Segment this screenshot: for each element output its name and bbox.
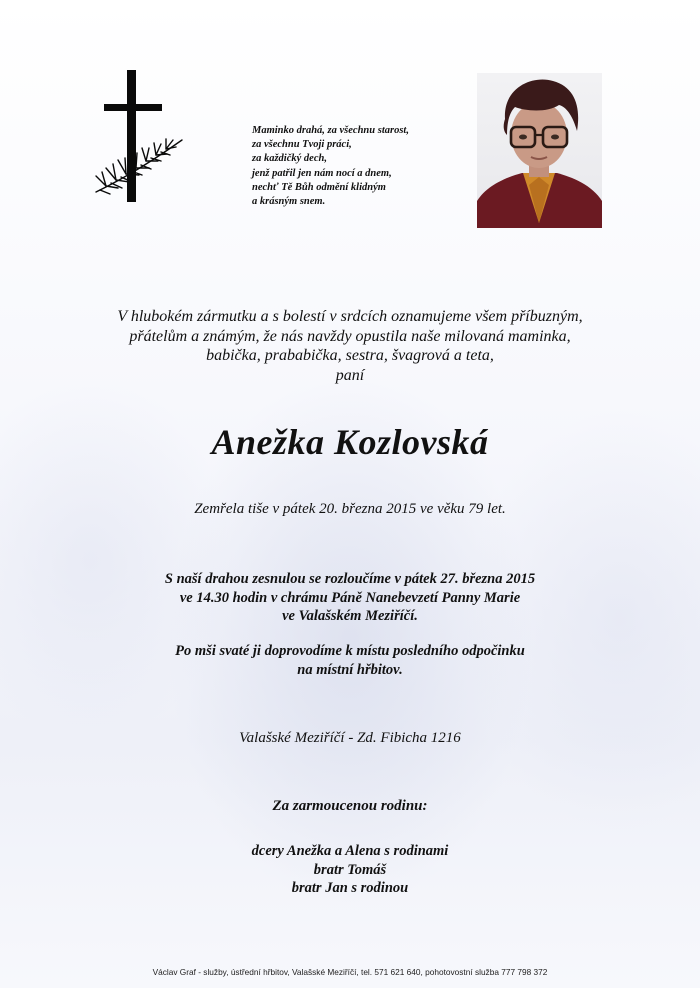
poem-line: jenž patřil jen nám nocí a dnem, <box>252 167 392 179</box>
poem-verse <box>252 124 472 209</box>
family-member: bratr Tomáš <box>313 861 387 878</box>
funeral-details <box>60 570 640 626</box>
announcement-text <box>60 307 640 385</box>
deceased-name: Anežka Kozlovská <box>211 422 489 462</box>
portrait-photo <box>477 73 602 228</box>
family-members <box>60 842 640 898</box>
cross-with-palm-icon <box>76 70 196 210</box>
death-notice: Zemřela tiše v pátek 20. března 2015 ve věku 79 let. <box>194 501 506 517</box>
funeral-line: S naší drahou zesnulou se rozloučíme v pátek 27. března 2015 <box>164 571 536 587</box>
burial-line: na místní hřbitov. <box>297 661 403 678</box>
family-address: Valašské Meziříčí - Zd. Fibicha 1216 <box>239 730 461 746</box>
funeral-line: ve 14.30 hodin v chrámu Páně Nanebevzetí Panny Marie <box>179 589 521 606</box>
burial-details <box>60 642 640 679</box>
announcement-line: V hlubokém zármutku a s bolestí v srdcích oznamujeme všem příbuzným, <box>117 308 583 325</box>
poem-line: Maminko drahá, za všechnu starost, <box>252 125 409 136</box>
funeral-line: ve Valašském Meziříčí. <box>282 608 418 624</box>
announcement-line: přátelům a známým, že nás navždy opustila naše milovaná maminka, <box>129 327 571 345</box>
poem-line: za všechnu Tvoji práci, <box>252 139 352 151</box>
announcement-line: paní <box>335 366 365 384</box>
announcement-line: babička, prababička, sestra, švagrová a teta, <box>206 347 494 364</box>
family-heading: Za zarmoucenou rodinu: <box>272 798 428 814</box>
funeral-service-footer: Václav Graf - služby, ústřední hřbitov, Valašské Meziříčí, tel. 571 621 640, pohotovostní služba 777 798 372 <box>152 967 548 977</box>
poem-line: za každičký dech, <box>252 153 327 165</box>
burial-line: Po mši svaté ji doprovodíme k místu posledního odpočinku <box>175 643 525 659</box>
family-member: bratr Jan s rodinou <box>291 880 409 896</box>
poem-line: a krásným snem. <box>252 196 326 208</box>
portrait-illustration <box>477 73 602 228</box>
poem-line: nechť Tě Bůh odmění klidným <box>252 181 386 193</box>
family-member: dcery Anežka a Alena s rodinami <box>251 843 449 859</box>
